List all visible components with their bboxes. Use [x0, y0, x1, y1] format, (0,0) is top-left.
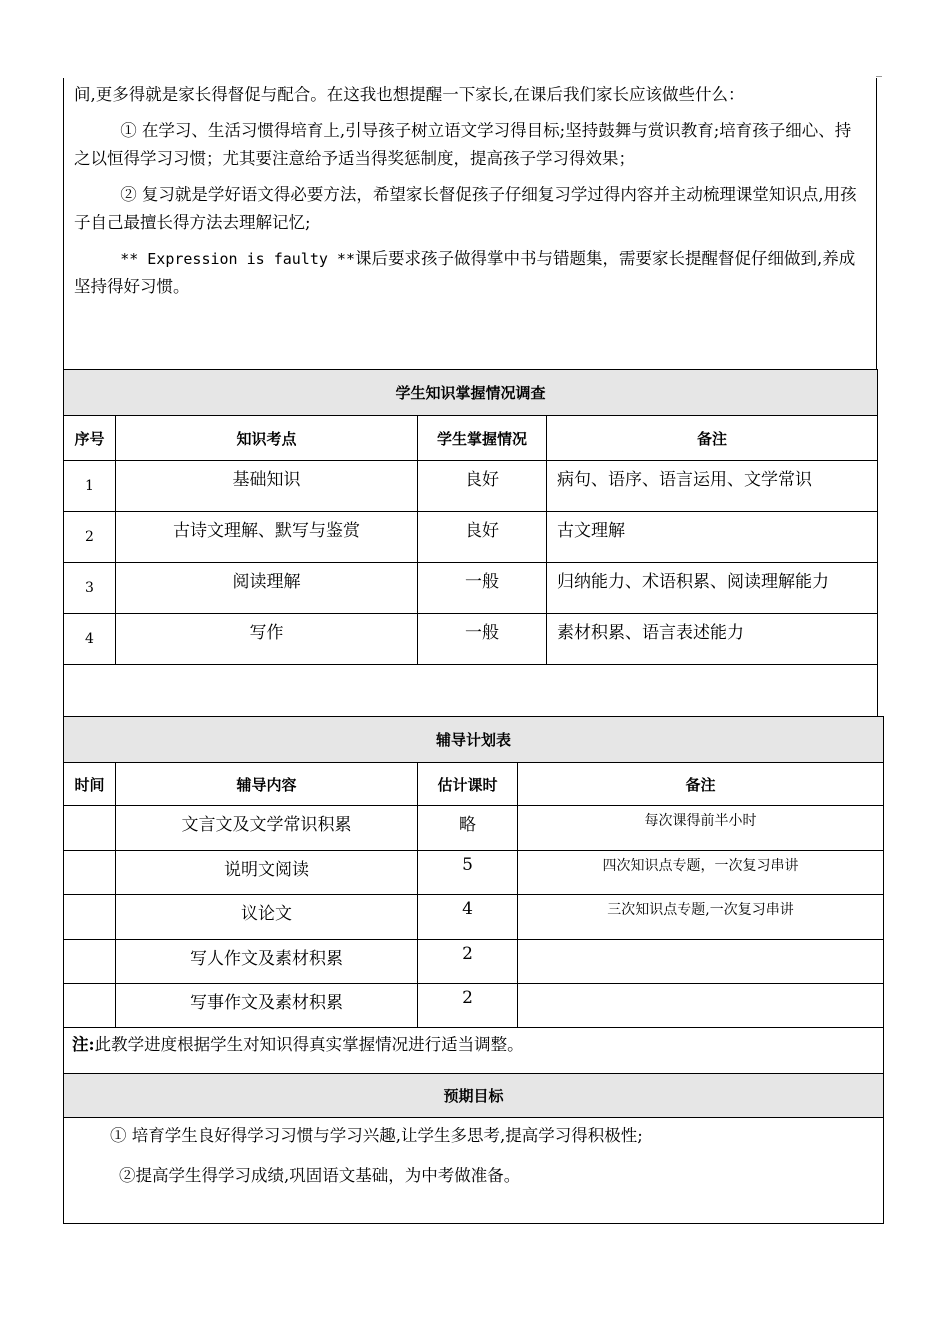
- plan-header-content: 辅导内容: [116, 763, 418, 806]
- goals-title: 预期目标: [64, 1074, 884, 1118]
- plan-cell-time: [64, 984, 116, 1028]
- survey-cell-topic: 基础知识: [116, 461, 418, 512]
- survey-header-index: 序号: [64, 416, 116, 461]
- survey-cell-topic: 古诗文理解、默写与鉴赏: [116, 512, 418, 563]
- plan-cell-time: [64, 940, 116, 984]
- plan-cell-notes: [518, 984, 884, 1028]
- survey-cell-mastery: 一般: [418, 614, 547, 665]
- table-row: [64, 614, 878, 665]
- expression-error-text: ** Expression is faulty **: [120, 250, 355, 268]
- survey-cell-notes: 素材积累、语言表述能力: [547, 614, 878, 665]
- survey-cell-index: 3: [64, 563, 116, 614]
- intro-line-1: 间,更多得就是家长得督促与配合。在这我也想提醒一下家长,在课后我们家长应该做些什么：: [74, 85, 745, 104]
- knowledge-survey-table: [63, 369, 878, 717]
- goal-item-2: ②提高学生得学习成绩,巩固语文基础，为中考做准备。: [119, 1166, 521, 1185]
- plan-cell-notes: 四次知识点专题，一次复习串讲: [518, 851, 884, 895]
- plan-header-time: 时间: [64, 763, 116, 806]
- plan-cell-hours: 4: [418, 895, 518, 940]
- intro-point-3-text: 课后要求孩子做得掌中书与错题集，需要家长提醒督促仔细做到,养成坚持得好习惯。: [74, 249, 856, 296]
- plan-cell-time: [64, 851, 116, 895]
- survey-header-row: [64, 416, 878, 461]
- table-row: [64, 563, 878, 614]
- plan-header-hours: 估计课时: [418, 763, 518, 806]
- plan-cell-hours: 略: [418, 806, 518, 851]
- survey-cell-index: 1: [64, 461, 116, 512]
- survey-title: 学生知识掌握情况调查: [64, 370, 878, 416]
- plan-header-notes: 备注: [518, 763, 884, 806]
- table-row: [64, 851, 884, 895]
- table-row: [64, 806, 884, 851]
- plan-cell-content: 说明文阅读: [116, 851, 418, 895]
- survey-header-notes: 备注: [547, 416, 878, 461]
- survey-cell-mastery: 一般: [418, 563, 547, 614]
- survey-cell-mastery: 良好: [418, 512, 547, 563]
- plan-cell-notes: [518, 940, 884, 984]
- plan-note-label: 注:: [72, 1035, 95, 1054]
- table-row: [64, 984, 884, 1028]
- plan-cell-hours: 2: [418, 940, 518, 984]
- intro-point-1: ① 在学习、生活习惯得培育上,引导孩子树立语文学习得目标;坚持鼓舞与赏识教育;培育孩子细心、持之以恒得学习习惯；尤其要注意给予适当得奖惩制度，提高孩子学习得效果；: [74, 121, 852, 168]
- survey-header-topic: 知识考点: [116, 416, 418, 461]
- plan-note-row: [64, 1028, 884, 1074]
- plan-note-text: 此教学进度根据学生对知识得真实掌握情况进行适当调整。: [94, 1035, 524, 1054]
- survey-cell-topic: 阅读理解: [116, 563, 418, 614]
- corner-mark: [876, 76, 882, 77]
- plan-cell-notes: 每次课得前半小时: [518, 806, 884, 851]
- goal-item-1: ① 培育学生良好得学习习惯与学习兴趣,让学生多思考,提高学习得积极性;: [110, 1126, 643, 1145]
- survey-cell-index: 2: [64, 512, 116, 563]
- plan-cell-time: [64, 895, 116, 940]
- survey-spacer-row: [64, 665, 878, 717]
- plan-title: 辅导计划表: [64, 717, 884, 763]
- survey-cell-notes: 古文理解: [547, 512, 878, 563]
- plan-cell-content: 文言文及文学常识积累: [116, 806, 418, 851]
- plan-cell-content: 写事作文及素材积累: [116, 984, 418, 1028]
- table-row: [64, 895, 884, 940]
- survey-cell-notes: 病句、语序、语言运用、文学常识: [547, 461, 878, 512]
- survey-cell-topic: 写作: [116, 614, 418, 665]
- table-row: [64, 461, 878, 512]
- survey-cell-index: 4: [64, 614, 116, 665]
- plan-cell-hours: 2: [418, 984, 518, 1028]
- plan-cell-content: 写人作文及素材积累: [116, 940, 418, 984]
- plan-cell-hours: 5: [418, 851, 518, 895]
- goals-content-row: [64, 1118, 884, 1224]
- intro-point-2: ② 复习就是学好语文得必要方法，希望家长督促孩子仔细复习学过得内容并主动梳理课堂知识点,用孩子自己最擅长得方法去理解记忆;: [74, 185, 857, 232]
- intro-text-block: [63, 78, 877, 370]
- survey-cell-mastery: 良好: [418, 461, 547, 512]
- plan-cell-content: 议论文: [116, 895, 418, 940]
- plan-cell-time: [64, 806, 116, 851]
- survey-cell-notes: 归纳能力、术语积累、阅读理解能力: [547, 563, 878, 614]
- table-row: [64, 512, 878, 563]
- plan-cell-notes: 三次知识点专题,一次复习串讲: [518, 895, 884, 940]
- tutoring-plan-table: [63, 716, 884, 1224]
- plan-header-row: [64, 763, 884, 806]
- intro-point-3: [64, 245, 876, 301]
- table-row: [64, 940, 884, 984]
- survey-header-mastery: 学生掌握情况: [418, 416, 547, 461]
